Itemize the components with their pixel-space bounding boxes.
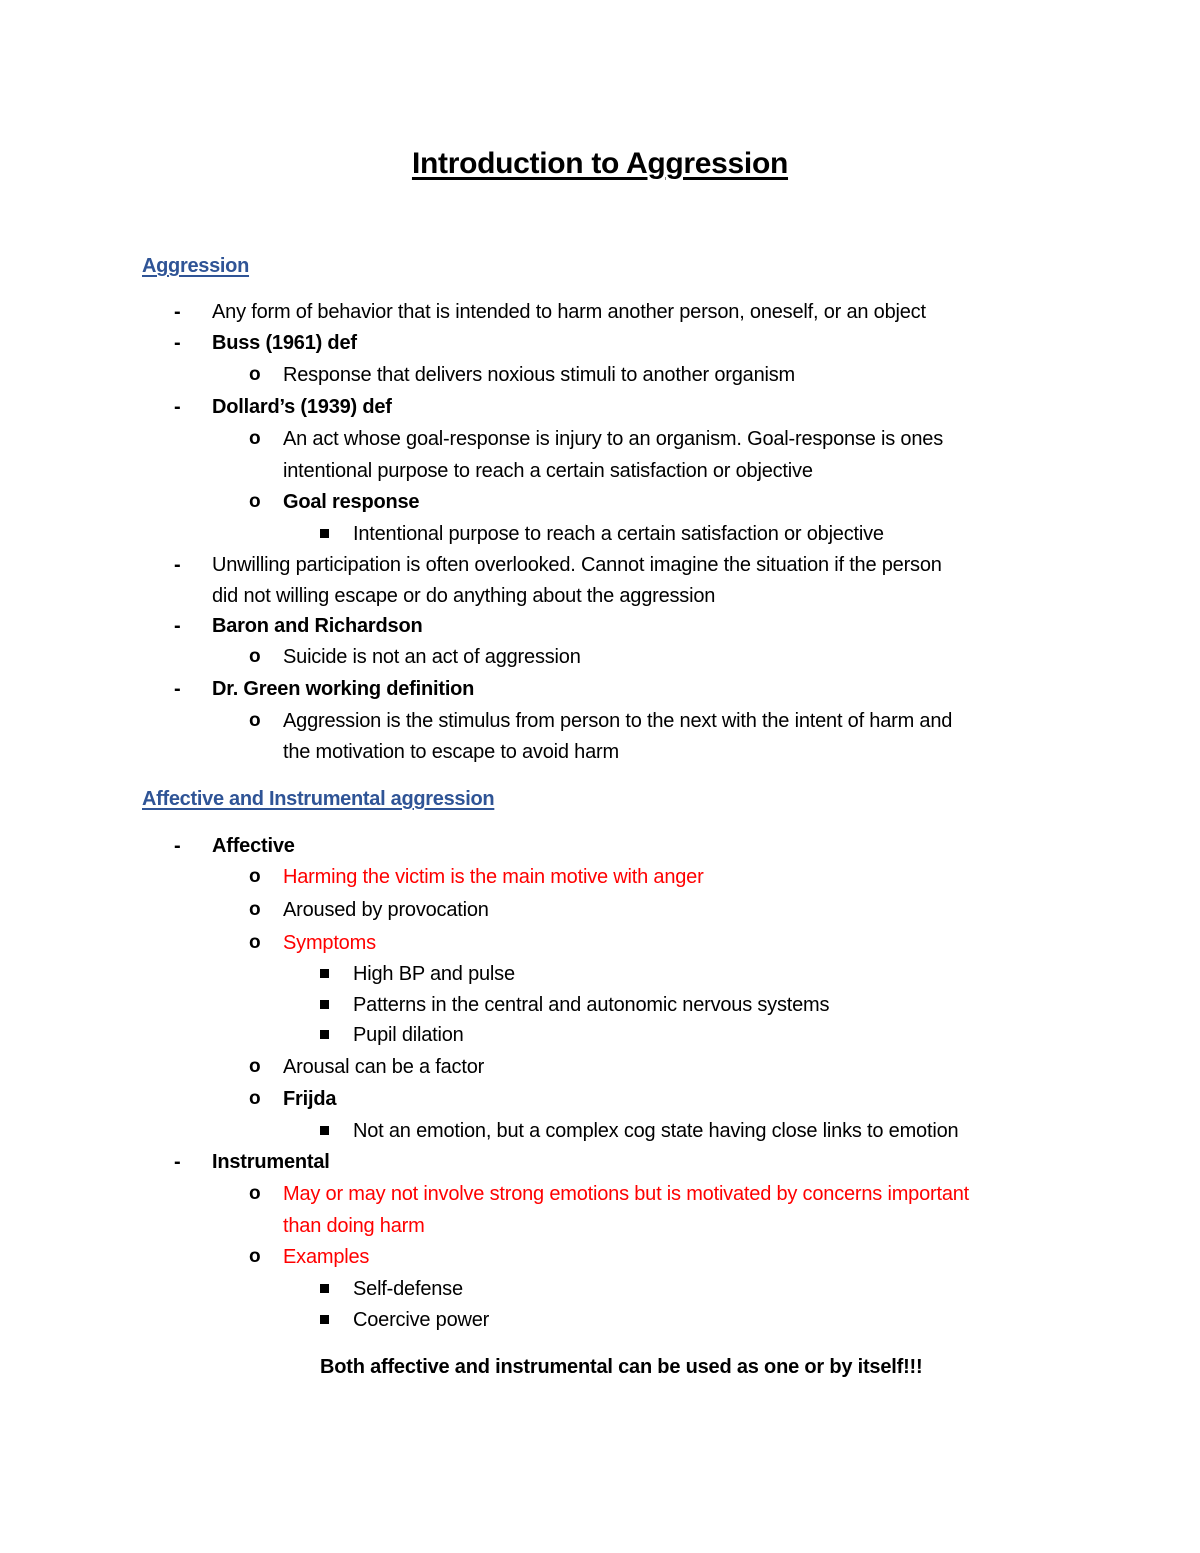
list-item: Arousal can be a factor: [283, 1056, 485, 1078]
list-item: Suicide is not an act of aggression: [283, 646, 581, 668]
square-bullet-icon: [320, 1030, 329, 1039]
page-title: Introduction to Aggression: [411, 147, 789, 180]
list-item: Baron and Richardson: [212, 615, 423, 637]
list-item: Instrumental: [212, 1151, 330, 1173]
section-heading-affective-instrumental: Affective and Instrumental aggression: [142, 788, 495, 810]
list-item: High BP and pulse: [353, 963, 515, 985]
list-item: Aggression is the stimulus from person to the next with the intent of harm and: [283, 710, 953, 732]
circle-bullet: o: [249, 491, 261, 512]
square-bullet-icon: [320, 1315, 329, 1324]
list-item: Frijda: [283, 1088, 337, 1110]
dash-bullet: -: [174, 332, 181, 354]
square-bullet-icon: [320, 529, 329, 538]
circle-bullet: o: [249, 428, 261, 449]
list-item: Pupil dilation: [353, 1024, 464, 1046]
list-item: Intentional purpose to reach a certain satisfaction or objective: [353, 523, 884, 545]
section-heading-aggression: Aggression: [142, 255, 250, 277]
dash-bullet: -: [174, 554, 181, 576]
dash-bullet: -: [174, 396, 181, 418]
dash-bullet: -: [174, 301, 181, 323]
conclusion-text: Both affective and instrumental can be used as one or by itself!!!: [320, 1356, 923, 1378]
list-item: Any form of behavior that is intended to harm another person, oneself, or an object: [212, 301, 926, 323]
list-item: Response that delivers noxious stimuli to another organism: [283, 364, 796, 386]
list-item: Coercive power: [353, 1309, 490, 1331]
circle-bullet: o: [249, 710, 261, 731]
list-item-continuation: intentional purpose to reach a certain satisfaction or objective: [283, 460, 813, 482]
list-item: Aroused by provocation: [283, 899, 489, 921]
circle-bullet: o: [249, 1088, 261, 1109]
list-item: Symptoms: [283, 932, 376, 954]
dash-bullet: -: [174, 835, 181, 857]
list-item: Dollard’s (1939) def: [212, 396, 392, 418]
circle-bullet: o: [249, 364, 261, 385]
list-item-continuation: the motivation to escape to avoid harm: [283, 741, 619, 763]
list-item-continuation: did not willing escape or do anything about the aggression: [212, 585, 716, 607]
list-item: Affective: [212, 835, 295, 857]
circle-bullet: o: [249, 646, 261, 667]
square-bullet-icon: [320, 969, 329, 978]
dash-bullet: -: [174, 615, 181, 637]
list-item: Dr. Green working definition: [212, 678, 475, 700]
dash-bullet: -: [174, 678, 181, 700]
list-item-continuation: than doing harm: [283, 1215, 425, 1237]
list-item: Patterns in the central and autonomic nervous systems: [353, 994, 830, 1016]
square-bullet-icon: [320, 1000, 329, 1009]
list-item: Unwilling participation is often overlooked. Cannot imagine the situation if the person: [212, 554, 942, 576]
circle-bullet: o: [249, 1183, 261, 1204]
list-item: May or may not involve strong emotions but is motivated by concerns important: [283, 1183, 970, 1205]
circle-bullet: o: [249, 932, 261, 953]
circle-bullet: o: [249, 899, 261, 920]
list-item: An act whose goal-response is injury to an organism. Goal-response is ones: [283, 428, 943, 450]
square-bullet-icon: [320, 1126, 329, 1135]
list-item: Self-defense: [353, 1278, 463, 1300]
list-item: Harming the victim is the main motive with anger: [283, 866, 704, 888]
circle-bullet: o: [249, 866, 261, 887]
list-item: Not an emotion, but a complex cog state having close links to emotion: [353, 1120, 959, 1142]
dash-bullet: -: [174, 1151, 181, 1173]
circle-bullet: o: [249, 1056, 261, 1077]
square-bullet-icon: [320, 1284, 329, 1293]
list-item: Buss (1961) def: [212, 332, 357, 354]
list-item: Goal response: [283, 491, 420, 513]
list-item: Examples: [283, 1246, 370, 1268]
circle-bullet: o: [249, 1246, 261, 1267]
